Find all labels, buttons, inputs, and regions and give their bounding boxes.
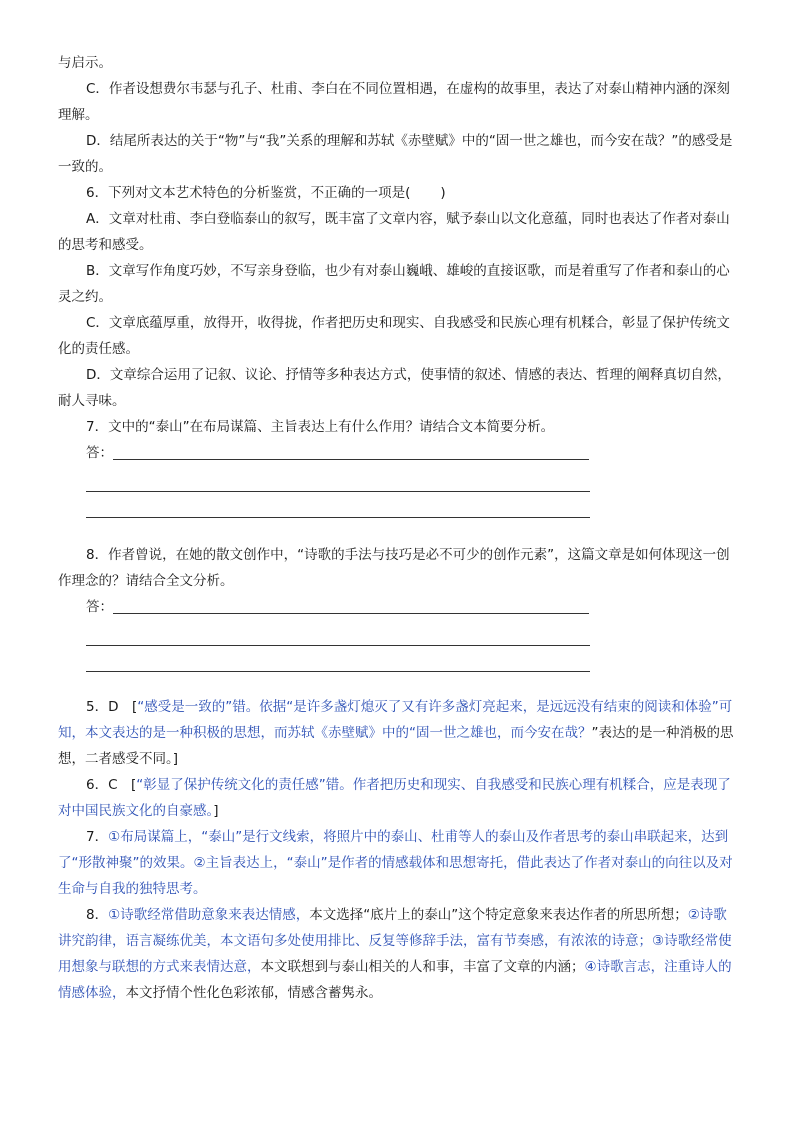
answer-8-detail-1: 本文选择“底片上的泰山”这个特定意象来表达作者的所思所想； bbox=[309, 907, 688, 923]
answer-6-head: 6．C [ bbox=[86, 777, 137, 793]
spacer bbox=[58, 672, 734, 694]
answer-8-detail-3: 本文联想到与泰山相关的人和事，丰富了文章的内涵； bbox=[260, 959, 585, 975]
q8-answer-line-3[interactable] bbox=[86, 646, 590, 672]
answer-5-quote: 固一世之雄也，而今安在哉？ bbox=[416, 725, 592, 741]
q7-answer-line-3[interactable] bbox=[86, 492, 590, 518]
answer-7-head: 7． bbox=[86, 829, 109, 845]
spacer bbox=[58, 518, 734, 542]
answer-7-point-2: ②主旨表达上，“泰山”是作者的情感载体和思想寄托，借此表达了作者对泰山的向往以及对生命与自我的独特思考。 bbox=[58, 855, 733, 897]
answer-8-point-3: ③诗歌经常使用想象与联想的方式来表情达意， bbox=[58, 933, 732, 975]
answer-8-point-4: ④诗歌言志，注重诗人的情感体验， bbox=[58, 959, 732, 1001]
q8-answer-row bbox=[86, 594, 734, 620]
answer-5-analysis: “感受是一致的”错。依据“是许多盏灯熄灭了又有许多盏灯亮起来，是远远没有结束的阅读和体验”可知，本文表达的是一种积极的思想，而苏轼《赤壁赋》中的“ bbox=[58, 699, 733, 741]
q8-answer-line-2[interactable] bbox=[86, 620, 590, 646]
q7-answer-row bbox=[86, 440, 734, 466]
answer-5-tail: ”表达的是一种消极的思想，二者感受不同。] bbox=[58, 725, 734, 767]
q6-option-c: C．文章底蕴厚重，放得开，收得拢，作者把历史和现实、自我感受和民族心理有机糅合，彰显了保护传统文化的责任感。 bbox=[58, 315, 730, 357]
q7-answer-label: 答： bbox=[86, 445, 113, 461]
answer-8-point-2: ②诗歌讲究韵律，语言凝练优美，本文语句多处使用排比、反复等修辞手法，富有节奏感，有浓浓的诗意； bbox=[58, 907, 727, 949]
q5-option-c: C．作者设想费尔韦瑟与孔子、杜甫、李白在不同位置相遇，在虚构的故事里，表达了对泰山精神内涵的深刻理解。 bbox=[58, 81, 730, 123]
answer-8-detail-4: 本文抒情个性化色彩浓郁，情感含蓄隽永。 bbox=[125, 985, 382, 1001]
q8-stem: 8．作者曾说，在她的散文创作中，“诗歌的手法与技巧是必不可少的创作元素”，这篇文章是如何体现这一创作理念的？请结合全文分析。 bbox=[58, 547, 730, 589]
q6-stem-text: 6．下列对文本艺术特色的分析鉴赏，不正确的一项是( bbox=[86, 185, 411, 201]
q6-option-a: A．文章对杜甫、李白登临泰山的叙写，既丰富了文章内容，赋予泰山以文化意蕴，同时也表达了作者对泰山的思考和感受。 bbox=[58, 211, 730, 253]
answer-8 bbox=[58, 902, 734, 1006]
q6-stem-close: ) bbox=[440, 185, 446, 201]
q8-answer-line-1[interactable] bbox=[113, 613, 589, 614]
q6-option-d: D．文章综合运用了记叙、议论、抒情等多种表达方式，使事情的叙述、情感的表达、哲理的阐释真切自然，耐人寻味。 bbox=[58, 367, 731, 409]
q6-option-b: B．文章写作角度巧妙，不写亲身登临，也少有对泰山巍峨、雄峻的直接讴歌，而是着重写了作者和泰山的心灵之约。 bbox=[58, 263, 730, 305]
q7-answer-line-2[interactable] bbox=[86, 466, 590, 492]
answer-7 bbox=[58, 824, 734, 902]
answer-6-tail: ] bbox=[213, 803, 219, 819]
q7-stem: 7．文中的“泰山”在布局谋篇、主旨表达上有什么作用？请结合文本简要分析。 bbox=[86, 419, 555, 435]
answer-5-head: 5．D [ bbox=[86, 699, 138, 715]
q7-answer-line-1[interactable] bbox=[113, 459, 589, 460]
q5-option-d: D．结尾所表达的关于“物”与“我”关系的理解和苏轼《赤壁赋》中的“固一世之雄也，而今安在哉？”的感受是一致的。 bbox=[58, 133, 733, 175]
answer-7-point-1: ①布局谋篇上，“泰山”是行文线索，将照片中的泰山、杜甫等人的泰山及作者思考的泰山串联起来，达到了“形散神聚”的效果。 bbox=[58, 829, 729, 871]
answer-8-point-1: ①诗歌经常借助意象来表达情感， bbox=[108, 907, 310, 923]
answer-8-head: 8． bbox=[86, 907, 109, 923]
continuation-line: 与启示。 bbox=[58, 55, 112, 71]
q8-answer-label: 答： bbox=[86, 599, 113, 615]
q6-stem bbox=[58, 180, 734, 206]
answer-5 bbox=[58, 694, 734, 772]
answer-6-analysis: “彰显了保护传统文化的责任感”错。作者把历史和现实、自我感受和民族心理有机糅合，应是表现了对中国民族文化的自豪感。 bbox=[58, 777, 731, 819]
answer-6 bbox=[58, 772, 734, 824]
